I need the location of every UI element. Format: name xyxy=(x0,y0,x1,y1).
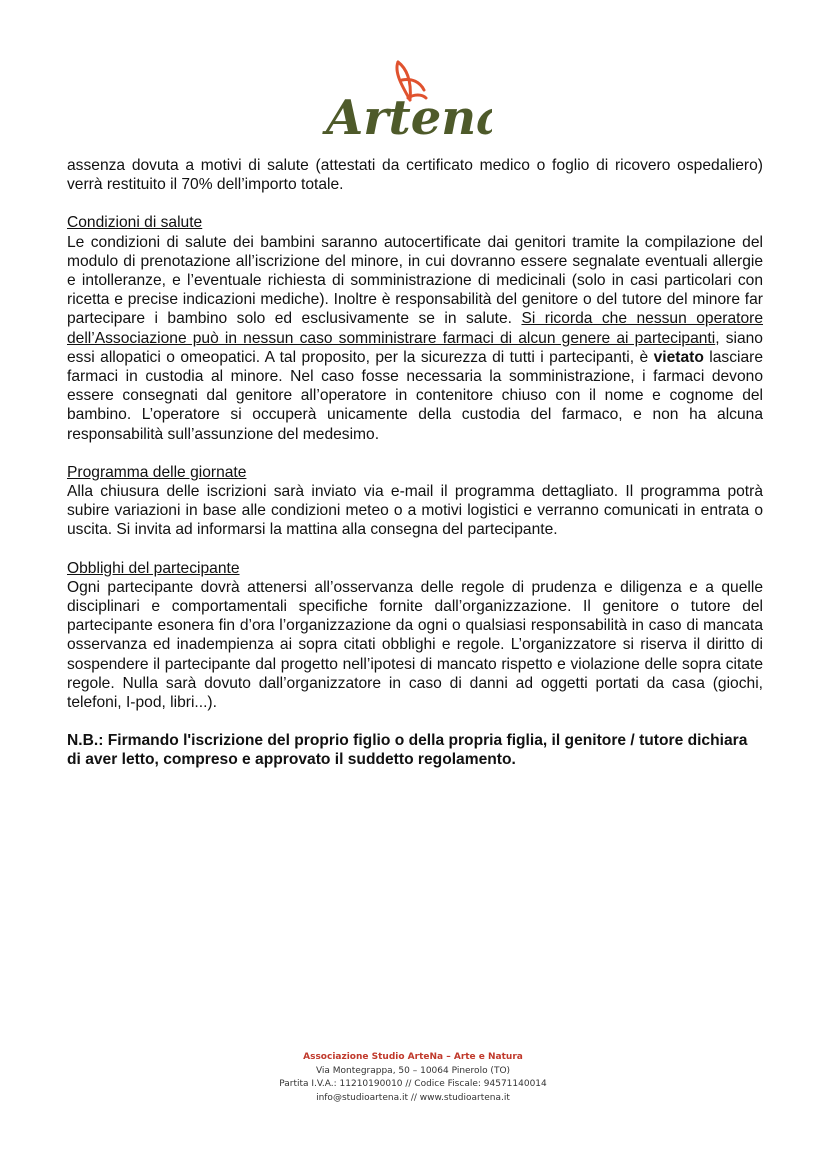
obblighi-paragraph: Ogni partecipante dovrà attenersi all’osservanza delle regole di prudenza e diligenza e a quelle disciplinari e comportamentali specifiche fornite dall’organizzazione. Il genitore o tutore del partecipante esonera fin d’ora l’organizzazione da ogni o qualsiasi responsabilità in caso di mancata osservanza ed inadempienza ai sopra citati obblighi e regole. L’organizzatore si riserva il diritto di sospendere il partecipante dal progetto nell’ipotesi di mancato rispetto e violazione delle sopra citate regole. Nulla sarà dovuto dall’organizzatore in caso di danni ad oggetti portati da casa (giochi, telefoni, I-pod, libri...). xyxy=(67,578,763,712)
artena-logo-graphic xyxy=(322,58,492,143)
salute-underlined-warning: Si ricorda che nessun operatore dell’Associazione può in nessun caso somministrare farmaci di alcun genere ai partecipanti xyxy=(67,310,763,347)
salute-text-3: lasciare farmaci in custodia al minore. Nel caso fosse necessaria la somministrazione, i farmaci devono essere consegnati dal genitore all’operatore in contenitore chiuso con il nome e cognome del bambino. L’operatore si occuperà unicamente della custodia del farmaco, e non ha alcuna responsabilità sull’assunzione del medesimo. xyxy=(67,348,763,443)
salute-text-2: , siano essi allopatici o omeopatici. A tal proposito, per la sicurezza di tutti i partecipanti, è xyxy=(67,329,763,366)
footer-org-name: Associazione Studio ArteNa – Arte e Natura xyxy=(303,1052,523,1062)
section-title-programma: Programma delle giornate xyxy=(67,463,247,481)
artena-logo xyxy=(322,58,492,143)
footer-fiscal: Partita I.V.A.: 11210190010 // Codice Fiscale: 94571140014 xyxy=(279,1079,547,1089)
salute-paragraph xyxy=(67,233,763,444)
salute-bold-word: vietato xyxy=(653,348,704,366)
logo-wordmark: Artena xyxy=(326,90,492,143)
nb-notice: N.B.: Firmando l'iscrizione del proprio figlio o della propria figlia, il genitore / tutore dichiara di aver letto, compreso e approvato il suddetto regolamento. xyxy=(67,732,748,769)
salute-text-1: Le condizioni di salute dei bambini saranno autocertificate dai genitori tramite la compilazione del modulo di prenotazione all’iscrizione del minore, in cui dovranno essere segnalate eventuali allergie e intolleranze, e l’eventuale richiesta di somministrazione di medicinali (solo in casi particolari con ricetta e precise indicazioni mediche). Inoltre è responsabilità del genitore o del tutore del minore far partecipare i bambino solo ed esclusivamente se in salute. xyxy=(67,233,763,328)
footer-address: Via Montegrappa, 50 – 10064 Pinerolo (TO) xyxy=(315,1065,511,1076)
programma-paragraph: Alla chiusura delle iscrizioni sarà inviato via e-mail il programma dettagliato. Il programma potrà subire variazioni in base alle condizioni meteo o a motivi logistici e verranno comunicati in entrata o uscita. Si invita ad informarsi la mattina alla consegna del partecipante. xyxy=(67,483,763,539)
section-title-obblighi: Obblighi del partecipante xyxy=(67,559,240,577)
page-footer xyxy=(0,1051,826,1105)
intro-paragraph: assenza dovuta a motivi di salute (attestati da certificato medico o foglio di ricovero ospedaliero) verrà restituito il 70% dell’importo totale. xyxy=(67,157,763,194)
section-title-salute: Condizioni di salute xyxy=(67,214,203,232)
footer-contacts: info@studioartena.it // www.studioartena.it xyxy=(316,1092,510,1103)
document-body xyxy=(67,156,763,770)
